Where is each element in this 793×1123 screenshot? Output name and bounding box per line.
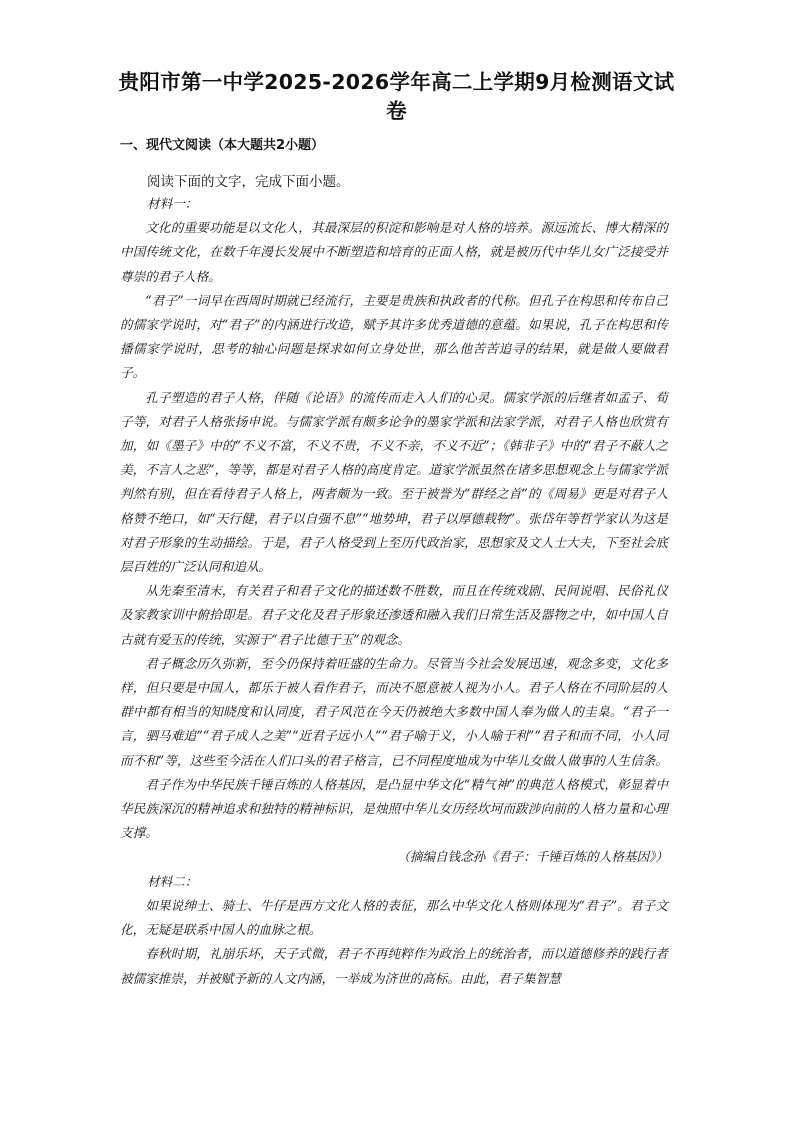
material-two-paragraph: 春秋时期，礼崩乐坏，天子式微，君子不再纯粹作为政治上的统治者，而以道德修养的践行者被儒家推崇，并被赋予新的人文内涵，一举成为济世的高标。由此，君子集智慧	[120, 946, 668, 986]
material-one-paragraph: 孔子塑造的君子人格，伴随《论语》的流传而走入人们的心灵。儒家学派的后继者如孟子、荀子等，对君子人格张扬申说。与儒家学派有颇多论争的墨家学派和法家学派，对君子人格也欣赏有加，如《墨子》中的“不义不富，不义不贵，不义不亲，不义不近”；《韩非子》中的“君子不蔽人之美，不言人之恶”，等等，都是对君子人格的高度肯定。道家学派虽然在诸多思想观念上与儒家学派判然有别，但在看待君子人格上，两者颇为一致。至于被誉为“群经之首”的《周易》更是对君子人格赞不绝口，如“天行健，君子以自强不息”“地势坤，君子以厚德载物”。张岱年等哲学家认为这是对君子形象的生动描绘。于是，君子人格受到上至历代政治家，思想家及文人士大夫，下至社会底层百姓的广泛认同和追从。	[120, 389, 668, 575]
section-heading: 一、现代文阅读（本大题共2小题）	[120, 138, 325, 153]
material-one-paragraph: 从先秦至清末，有关君子和君子文化的描述数不胜数，而且在传统戏剧、民间说唱、民俗礼仪及家教家训中俯拾即是。君子文化及君子形象还渗透和融入我们日常生活及器物之中，如中国人自古就有爱玉的传统，实源于“君子比德于玉”的观念。	[120, 583, 668, 647]
material-one-source: （摘编自钱念孙《君子：千锤百炼的人格基因》）	[397, 849, 668, 865]
material-one-paragraph: “君子”一词早在西周时期就已经流行，主要是贵族和执政者的代称。但孔子在构思和传布自己的儒家学说时，对“君子”的内涵进行改造，赋予其许多优秀道德的意蕴。如果说，孔子在构思和传播儒家学说时，思考的轴心问题是探求如何立身处世，那么他苦苦追寻的结果，就是做人要做君子。	[120, 292, 668, 381]
material-one-paragraph: 文化的重要功能是以文化人，其最深层的积淀和影响是对人格的培养。源远流长、博大精深的中国传统文化，在数千年漫长发展中不断塑造和培育的正面人格，就是被历代中华儿女广泛接受并尊崇的君子人格。	[120, 220, 668, 284]
material-one-paragraph: 君子概念历久弥新，至今仍保持着旺盛的生命力。尽管当今社会发展迅速，观念多变，文化多样，但只要是中国人，都乐于被人看作君子，而决不愿意被人视为小人。君子人格在不同阶层的人群中都有相当的知晓度和认同度，君子风范在今天仍被绝大多数中国人奉为做人的圭臬。“君子一言，驷马难追”“君子成人之美”“近君子远小人”“君子喻于义，小人喻于利”“君子和而不同，小人同而不和”等，这些至今活在人们口头的君子格言，已不同程度地成为中华儿女做人做事的人生信条。	[120, 655, 668, 768]
material-two-paragraph: 如果说绅士、骑士、牛仔是西方文化人格的表征，那么中华文化人格则体现为“君子”。君子文化，无疑是联系中国人的血脉之根。	[120, 897, 668, 938]
reading-passage	[120, 192, 668, 991]
material-one-label: 材料一：	[147, 196, 198, 211]
exam-title: 贵阳市第一中学2025-2026学年高二上学期9月检测语文试卷	[118, 70, 675, 123]
material-two-label: 材料二：	[147, 873, 198, 889]
reading-instruction: 阅读下面的文字，完成下面小题。	[147, 174, 350, 190]
material-one-paragraph: 君子作为中华民族千锤百炼的人格基因，是凸显中华文化“精气神”的典范人格模式，彰显着中华民族深沉的精神追求和独特的精神标识，是烛照中华儿女历经坎坷而跋涉向前的人格力量和心理支撑。	[120, 776, 668, 841]
